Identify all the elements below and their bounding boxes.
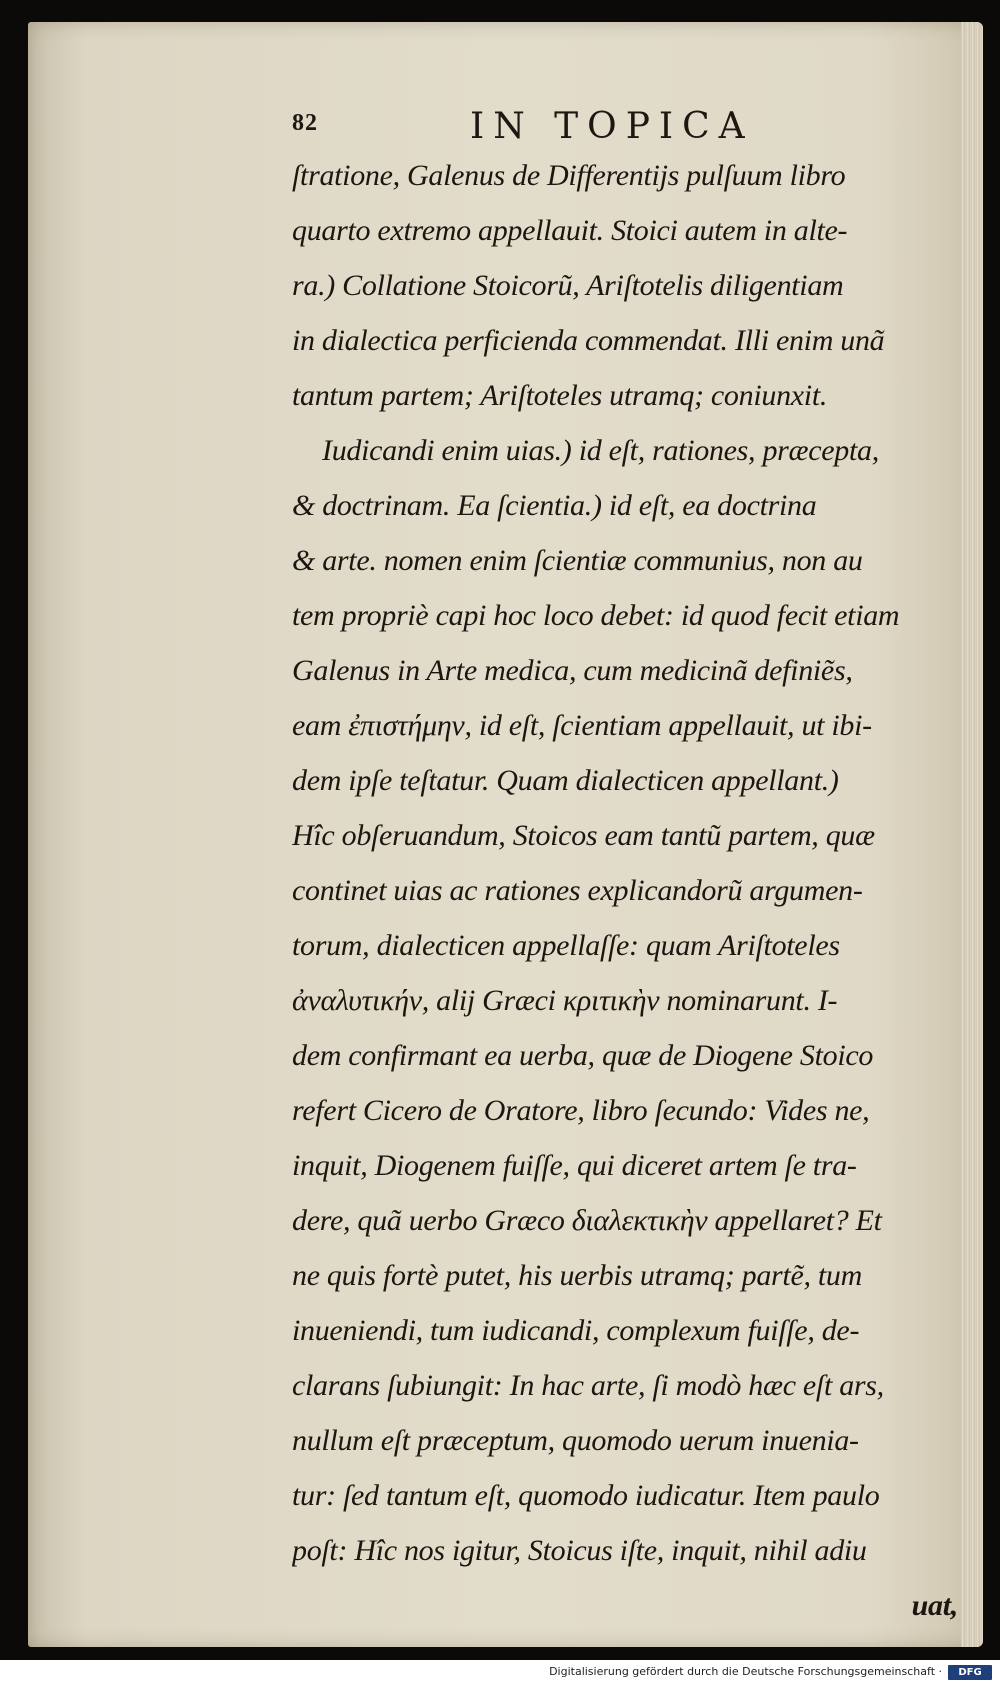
text-line: torum, dialecticen appellaſſe: quam Ariſtoteles <box>292 929 840 962</box>
text-line: continet uias ac rationes explicandorũ argumen- <box>292 874 863 907</box>
text-line: nullum eſt præceptum, quomodo uerum inuenia- <box>292 1424 859 1457</box>
text-line: Iudicandi enim uias.) id eſt, rationes, præcepta, <box>322 434 879 467</box>
text-line: & arte. nomen enim ſcientiæ communius, non au <box>292 544 863 577</box>
text-line: & doctrinam. Ea ſcientia.) id eſt, ea doctrina <box>292 489 817 522</box>
dfg-logo: DFG <box>948 1665 992 1680</box>
text-line: ra.) Collatione Stoicorũ, Ariſtotelis diligentiam <box>292 269 844 302</box>
page-number: 82 <box>292 110 318 136</box>
text-line: in dialectica perficienda commendat. Illi enim unã <box>292 324 885 357</box>
text-line: ne quis fortè putet, his uerbis utramq; partẽ, tum <box>292 1259 862 1292</box>
page-edge <box>961 22 983 1647</box>
running-head: IN TOPICA <box>470 106 754 147</box>
text-line: tantum partem; Ariſtoteles utramq; coniunxit. <box>292 379 828 412</box>
text-line: dere, quã uerbo Græco διαλεκτικὴν appellaret? Et <box>292 1204 882 1237</box>
text-line: inueniendi, tum iudicandi, complexum fuiſſe, de- <box>292 1314 860 1347</box>
text-line: ſtratione, Galenus de Differentijs pulſuum libro <box>292 159 846 192</box>
funding-credit: Digitalisierung gefördert durch die Deutsche Forschungsgemeinschaft · <box>549 1665 942 1678</box>
text-line: dem confirmant ea uerba, quæ de Diogene Stoico <box>292 1039 874 1072</box>
body-text <box>292 148 964 1633</box>
text-line: Galenus in Arte medica, cum medicinã definiẽs, <box>292 654 853 687</box>
catchword: uat, <box>911 1589 958 1622</box>
text-line: inquit, Diogenem fuiſſe, qui diceret artem ſe tra- <box>292 1149 857 1182</box>
text-line: tem propriè capi hoc loco debet: id quod fecit etiam <box>292 599 900 632</box>
text-line: clarans ſubiungit: In hac arte, ſi modò hæc eſt ars, <box>292 1369 884 1402</box>
text-line: eam ἐπιστήμην, id eſt, ſcientiam appellauit, ut ibi- <box>292 709 872 742</box>
text-line: tur: ſed tantum eſt, quomodo iudicatur. Item paulo <box>292 1479 880 1512</box>
text-line: refert Cicero de Oratore, libro ſecundo: Vides ne, <box>292 1094 870 1127</box>
text-line: dem ipſe teſtatur. Quam dialecticen appellant.) <box>292 764 839 797</box>
footer-bar <box>0 1660 1000 1686</box>
page-header <box>292 108 972 148</box>
text-line: poſt: Hîc nos igitur, Stoicus iſte, inquit, nihil adiu <box>292 1534 867 1567</box>
text-line: Hîc obſeruandum, Stoicos eam tantũ partem, quæ <box>292 819 875 852</box>
text-line: ἀναλυτικήν, alij Græci κριτικὴν nominarunt. I- <box>292 984 838 1017</box>
text-line: quarto extremo appellauit. Stoici autem in alte- <box>292 214 848 247</box>
